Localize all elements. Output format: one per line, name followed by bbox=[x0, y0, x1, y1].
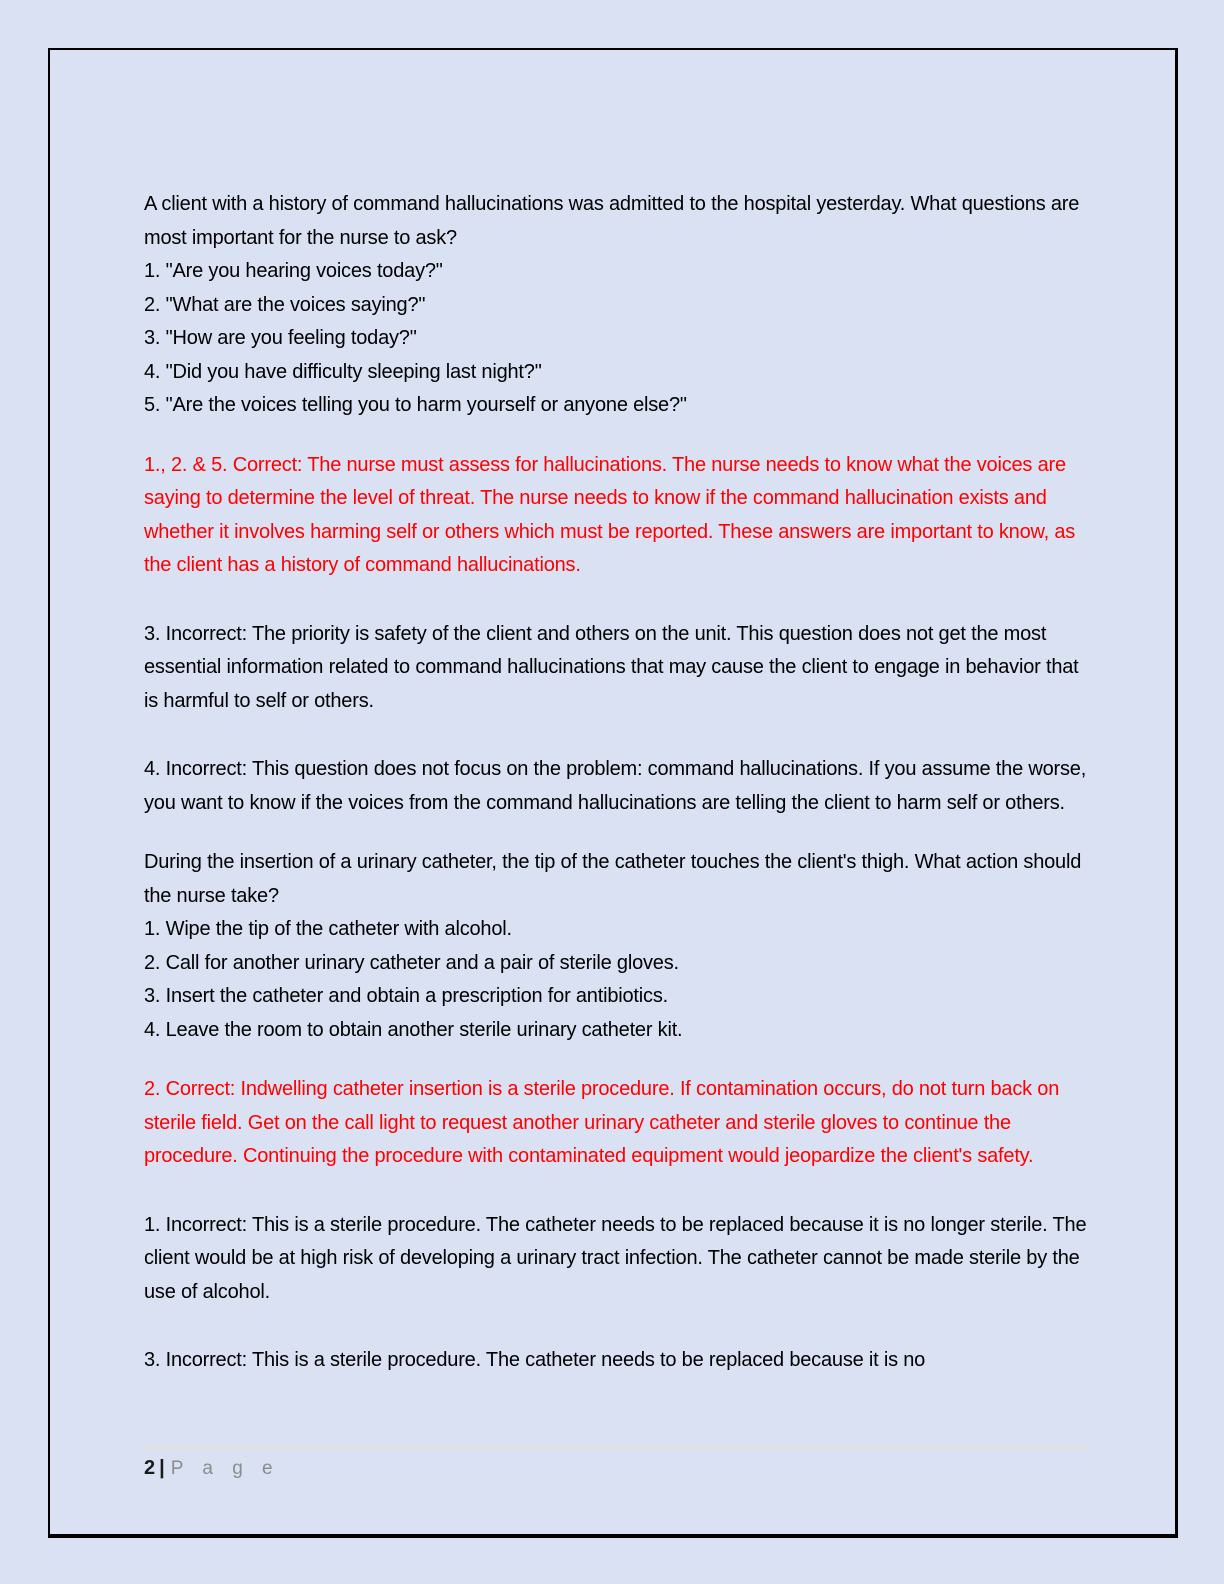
rationale-incorrect: 3. Incorrect: This is a sterile procedure. The catheter needs to be replaced because it is no bbox=[144, 1349, 926, 1371]
footer-page-label: P a g e bbox=[170, 1458, 280, 1479]
answer-option: 1. Wipe the tip of the catheter with alcohol. bbox=[144, 918, 512, 940]
rationale-incorrect: 1. Incorrect: This is a sterile procedure. The catheter needs to be replaced because it is no longer sterile. The client would be at high risk of developing a urinary tract infection. The catheter cannot be made sterile by the use of alcohol. bbox=[144, 1213, 1087, 1303]
answer-option: 4. "Did you have difficulty sleeping last night?" bbox=[144, 360, 542, 383]
answer-option: 4. Leave the room to obtain another sterile urinary catheter kit. bbox=[144, 1018, 683, 1041]
footer-text bbox=[144, 1456, 1086, 1481]
answer-option: 5. "Are the voices telling you to harm yourself or anyone else?" bbox=[144, 394, 687, 416]
rationale-incorrect: 4. Incorrect: This question does not focus on the problem: command hallucinations. If you assume the worse, you want to know if the voices from the command hallucinations are telling the client to harm self or others. bbox=[144, 758, 1087, 814]
document-content bbox=[144, 188, 1090, 1378]
answer-option: 2. Call for another urinary catheter and a pair of sterile gloves. bbox=[144, 951, 679, 974]
question-stem: A client with a history of command hallucinations was admitted to the hospital yesterday. What questions are most important for the nurse to ask? bbox=[144, 193, 1080, 249]
answer-option: 3. "How are you feeling today?" bbox=[144, 327, 417, 349]
footer-rule bbox=[144, 1447, 1086, 1449]
rationale-correct: 1., 2. & 5. Correct: The nurse must assess for hallucinations. The nurse needs to know what the voices are saying to determine the level of threat. The nurse needs to know if the command hallucination exists and whether it involves harming self or others which must be reported. These answers are important to know, as the client has a history of command hallucinations. bbox=[144, 453, 1076, 576]
answer-option: 1. "Are you hearing voices today?" bbox=[144, 260, 443, 282]
page-number: 2 bbox=[144, 1457, 156, 1479]
answer-option: 3. Insert the catheter and obtain a prescription for antibiotics. bbox=[144, 985, 668, 1007]
answer-option: 2. "What are the voices saying?" bbox=[144, 293, 426, 316]
page-frame bbox=[48, 48, 1178, 1538]
footer-separator: | bbox=[159, 1457, 165, 1479]
rationale-incorrect: 3. Incorrect: The priority is safety of the client and others on the unit. This question does not get the most essential information related to command hallucinations that may cause the client to engage in behavior that is harmful to self or others. bbox=[144, 622, 1079, 712]
rationale-correct: 2. Correct: Indwelling catheter insertion is a sterile procedure. If contamination occurs, do not turn back on sterile field. Get on the call light to request another urinary catheter and sterile gloves to continue the procedure. Continuing the procedure with contaminated equipment would jeopardize the client's safety. bbox=[144, 1078, 1060, 1167]
question-stem: During the insertion of a urinary catheter, the tip of the catheter touches the client's thigh. What action should the nurse take? bbox=[144, 851, 1082, 907]
page-footer bbox=[144, 1447, 1086, 1481]
